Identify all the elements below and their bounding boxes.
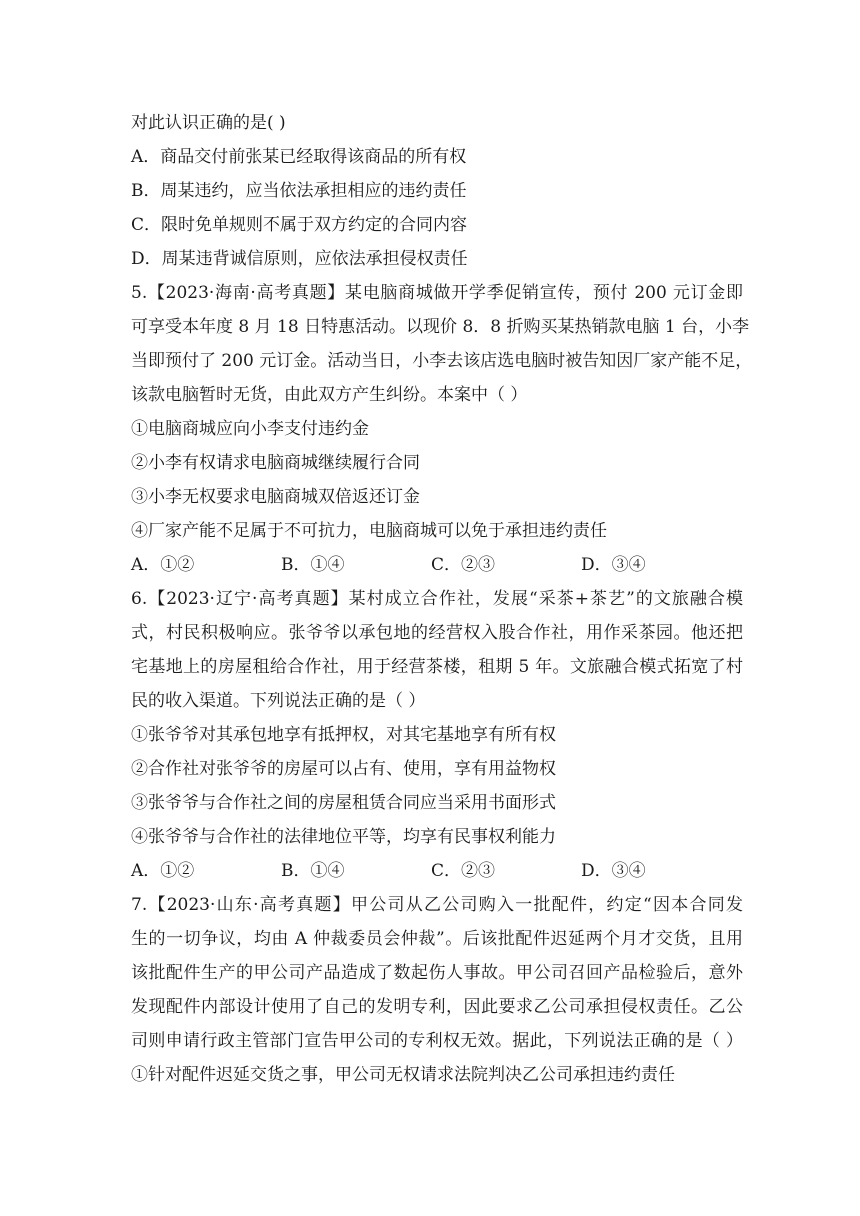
question-7-stem-line: 该批配件生产的甲公司产品造成了数起伤人事故。甲公司召回产品检验后，意外	[131, 963, 743, 983]
question-5-stem-line: 当即预付了 200 元订金。活动当日，小李去该店选电脑时被告知因厂家产能不足，	[131, 351, 753, 371]
question-6-stem-line: 式，村民积极响应。张爷爷以承包地的经营权入股合作社，用作采茶园。他还把	[131, 623, 743, 643]
option-c: C．②③	[431, 861, 496, 881]
question-7-stem-line: 7.【2023·山东·高考真题】甲公司从乙公司购入一批配件，约定“因本合同发	[131, 895, 743, 915]
question-4-option-c: C．限时免单规则不属于双方约定的合同内容	[131, 215, 468, 235]
option-a: A．①②	[131, 861, 195, 881]
option-a: A．①②	[131, 555, 195, 575]
question-5-stem-line: 该款电脑暂时无货，由此双方产生纠纷。本案中（ ）	[131, 385, 528, 405]
question-5-stem-line: 可享受本年度 8 月 18 日特惠活动。以现价 8．8 折购买某热销款电脑 1 台，小李	[131, 317, 750, 337]
question-6-statement-4: ④张爷爷与合作社的法律地位平等，均享有民事权利能力	[131, 827, 556, 847]
question-6-stem-line: 6.【2023·辽宁·高考真题】某村成立合作社，发展“采茶+茶艺”的文旅融合模	[131, 589, 743, 609]
option-b: B．①④	[281, 555, 345, 575]
question-5-statement-4: ④厂家产能不足属于不可抗力，电脑商城可以免于承担违约责任	[131, 521, 607, 541]
question-5-statement-1: ①电脑商城应向小李支付违约金	[131, 419, 369, 439]
question-6-statement-3: ③张爷爷与合作社之间的房屋租赁合同应当采用书面形式	[131, 793, 556, 813]
question-6-stem-line: 民的收入渠道。下列说法正确的是（ ）	[131, 691, 426, 711]
option-c: C．②③	[431, 555, 496, 575]
question-7-stem-line: 生的一切争议，均由 A 仲裁委员会仲裁”。后该批配件迟延两个月才交货，且用	[131, 929, 743, 949]
question-7-stem-line: 发现配件内部设计使用了自己的发明专利，因此要求乙公司承担侵权责任。乙公	[131, 997, 743, 1017]
option-b: B．①④	[281, 861, 345, 881]
question-5-statement-2: ②小李有权请求电脑商城继续履行合同	[131, 453, 420, 473]
question-4-stem-end: 对此认识正确的是( )	[131, 113, 286, 133]
question-5-options	[131, 554, 743, 576]
question-4-option-d: D．周某违背诚信原则，应依法承担侵权责任	[131, 249, 468, 269]
question-5-statement-3: ③小李无权要求电脑商城双倍返还订金	[131, 487, 420, 507]
option-d: D．③④	[581, 555, 646, 575]
question-6-options	[131, 860, 743, 882]
question-7-statement-1: ①针对配件迟延交货之事，甲公司无权请求法院判决乙公司承担违约责任	[131, 1065, 675, 1085]
option-d: D．③④	[581, 861, 646, 881]
question-6-stem-line: 宅基地上的房屋租给合作社，用于经营茶楼，租期 5 年。文旅融合模式拓宽了村	[131, 657, 743, 677]
question-6-statement-2: ②合作社对张爷爷的房屋可以占有、使用，享有用益物权	[131, 759, 556, 779]
question-6-statement-1: ①张爷爷对其承包地享有抵押权，对其宅基地享有所有权	[131, 725, 556, 745]
question-4-option-a: A．商品交付前张某已经取得该商品的所有权	[131, 147, 467, 167]
question-4-option-b: B．周某违约，应当依法承担相应的违约责任	[131, 181, 467, 201]
question-7-stem-line: 司则申请行政主管部门宣告甲公司的专利权无效。据此，下列说法正确的是（ ）	[131, 1031, 743, 1051]
question-5-stem-line: 5.【2023·海南·高考真题】某电脑商城做开学季促销宣传，预付 200 元订金即	[131, 283, 743, 303]
